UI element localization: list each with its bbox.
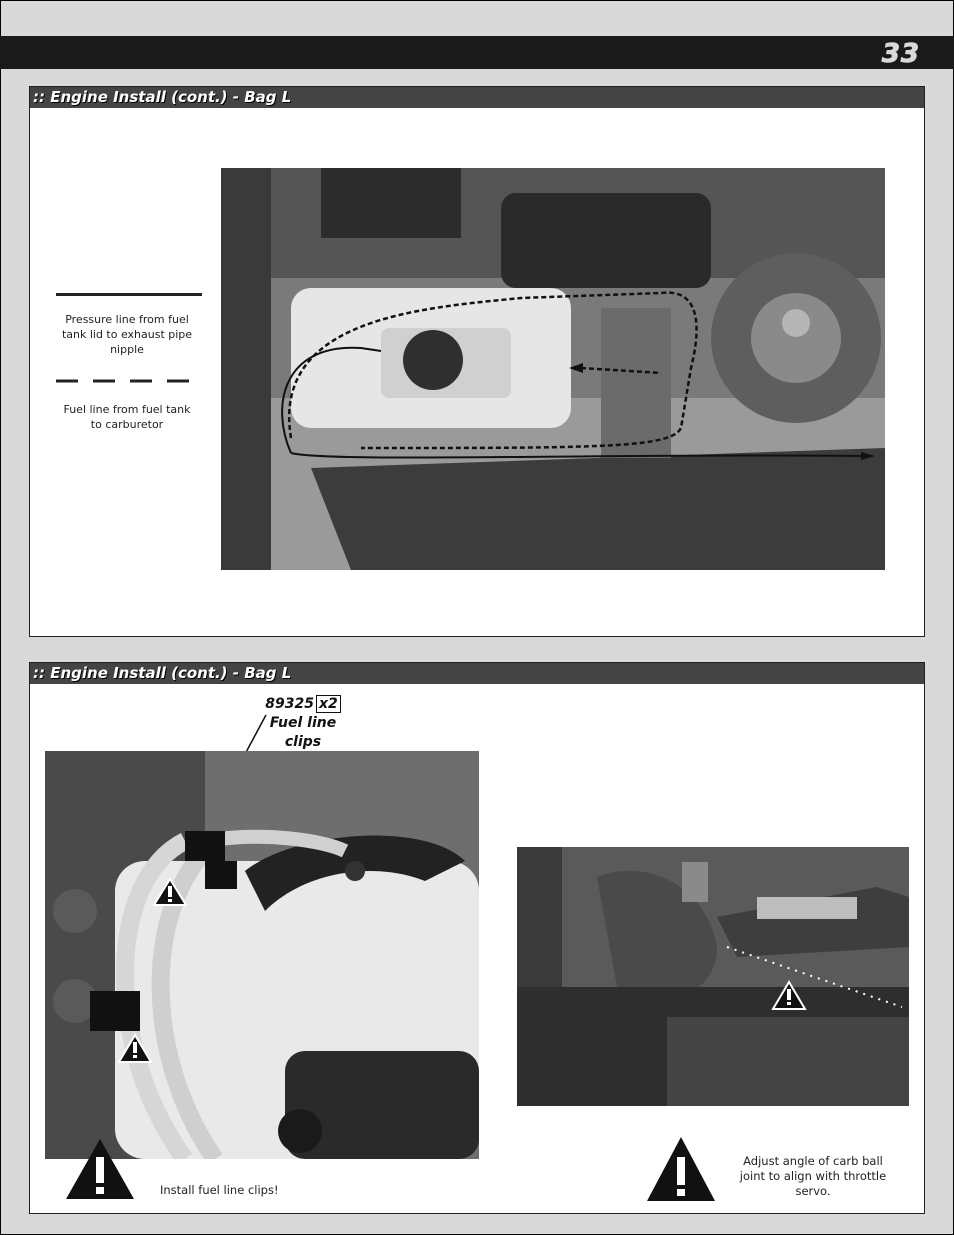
part-number: 89325	[265, 696, 314, 712]
part-label-line2: clips	[284, 734, 322, 750]
panel-engine-install-1	[29, 86, 925, 637]
page-number: 33	[881, 39, 920, 69]
fuel-line-clips-photo	[45, 751, 479, 1159]
legend-dashed-line	[56, 379, 202, 383]
install-clips-note: Install fuel line clips!	[160, 1183, 279, 1197]
section-header: :: Engine Install (cont.) - Bag L	[30, 87, 924, 108]
part-label-line1: Fuel line	[269, 715, 337, 731]
carb-ball-joint-photo	[517, 817, 909, 1106]
chassis-photo	[221, 168, 885, 570]
warning-icon	[64, 1137, 136, 1201]
panel-engine-install-2	[29, 662, 925, 1214]
section-header: :: Engine Install (cont.) - Bag L	[30, 663, 924, 684]
top-bar	[0, 36, 954, 69]
carb-adjust-note: Adjust angle of carb ball joint to align with throttle servo.	[739, 1154, 887, 1198]
legend-dashed-label: Fuel line from fuel tank to carburetor	[63, 403, 191, 431]
warning-icon	[645, 1135, 717, 1203]
legend-solid-label: Pressure line from fuel tank lid to exhaust pipe nipple	[61, 313, 193, 356]
legend-solid-line	[56, 293, 202, 296]
part-quantity: x2	[316, 695, 341, 713]
